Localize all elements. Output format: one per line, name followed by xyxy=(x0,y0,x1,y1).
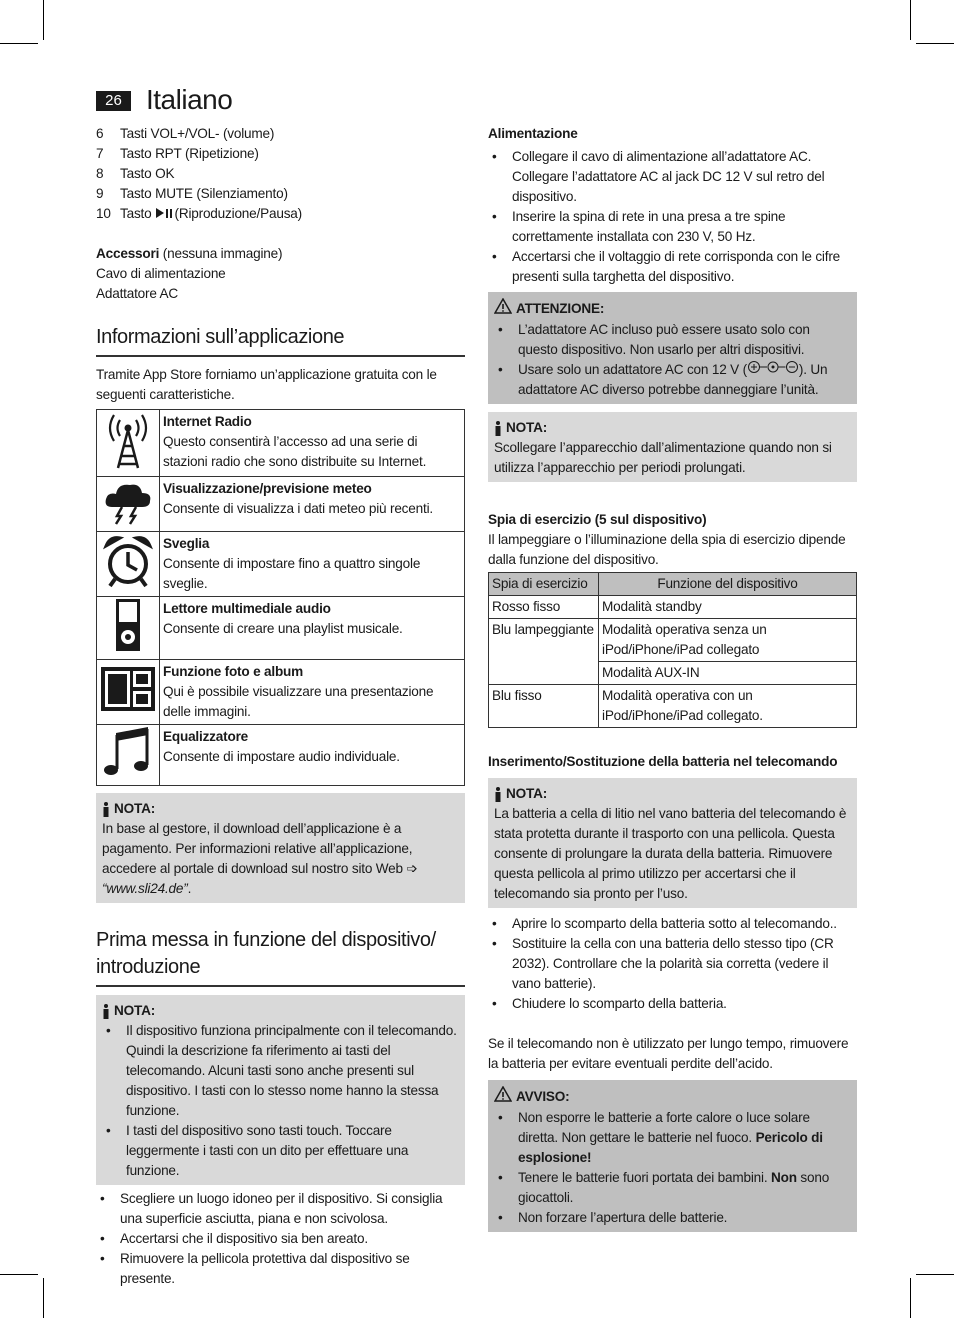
list-item: 7 Tasto RPT (Ripetizione) xyxy=(96,146,259,161)
photo-album-icon xyxy=(97,660,160,725)
info-icon xyxy=(494,787,502,802)
page-title: Italiano xyxy=(146,84,233,115)
list-item: • Inserire la spina di rete in una presa a tre spine correttamente installata con 230 V, 50 Hz. xyxy=(488,207,857,247)
crop-mark xyxy=(910,0,911,40)
list-item: • Accertarsi che il voltaggio di rete corrisponda con le cifre presenti sulla targhetta del dispositivo. xyxy=(488,247,857,287)
crop-mark xyxy=(43,1278,44,1318)
setup-list xyxy=(96,1189,465,1289)
table-row: Visualizzazione/previsione meteo Consente di visualizza i dati meteo più recenti. xyxy=(97,477,465,532)
arrow-icon: ➩ xyxy=(406,861,418,876)
app-features-table xyxy=(96,409,465,786)
list-item: • Tenere le batterie fuori portata dei bambini. Non sono giocattoli. xyxy=(494,1168,851,1208)
list-item: • Rimuovere la pellicola protettiva dal dispositivo se presente. xyxy=(96,1249,465,1289)
table-row: Internet Radio Questo consentirà l’accesso ad una serie di stazioni radio che sono distribuite su Internet. xyxy=(97,410,465,477)
subheading: Inserimento/Sostituzione della batteria nel telecomando xyxy=(488,754,838,770)
list-item: • Sostituire la cella con una batteria dello stesso tipo (CR 2032). Controllare che la polarità sia corretta (vedere il vano batterie). xyxy=(488,934,857,994)
table-cell: Blu lampeggiante xyxy=(489,619,599,685)
list-item: • Non forzare l’apertura delle batterie. xyxy=(494,1208,851,1228)
crop-mark xyxy=(916,1274,954,1275)
led-intro: Il lampeggiare o l’illuminazione della spia di esercizio dipende dalla funzione del dispositivo. xyxy=(488,532,846,568)
list-item: • Accertarsi che il dispositivo sia ben areato. xyxy=(96,1229,465,1249)
battery-note-box: NOTA: La batteria a cella di litio nel vano batteria del telecomando è stata protetta durante il trasporto con una pellicola. Questa consente di prolungare la durata della batteria. Rimuovere questa pellicola al primo utilizzo per accertarsi che il telecomando sia pronto per l’uso. xyxy=(488,778,857,908)
crop-mark xyxy=(910,1278,911,1318)
table-cell: Rosso fisso xyxy=(489,596,599,619)
accessories-line: Accessori (nessuna immagine) xyxy=(96,246,283,261)
crop-mark xyxy=(916,43,954,44)
list-item: • Non esporre le batterie a forte calore o luce solare diretta. Non gettare le batterie nel fuoco. Pericolo di esplosione! xyxy=(494,1108,851,1168)
table-row xyxy=(489,573,857,596)
left-column xyxy=(96,124,465,1289)
table-cell: Modalità operativa con un iPod/iPhone/iPad collegato. xyxy=(599,685,857,728)
numbered-list xyxy=(96,124,465,224)
table-row xyxy=(489,619,857,662)
led-table xyxy=(488,572,857,728)
right-column xyxy=(488,124,857,1232)
list-item: • Aprire lo scomparto della batteria sotto al telecomando.. xyxy=(488,914,857,934)
column-header: Spia di esercizio xyxy=(489,573,599,596)
alarm-clock-icon xyxy=(97,532,160,597)
crop-mark xyxy=(0,1274,38,1275)
website-link[interactable]: “www.sli24.de” xyxy=(102,881,188,896)
power-list xyxy=(488,147,857,287)
warning-icon xyxy=(494,1086,512,1108)
list-item: 10 Tasto (Riproduzione/Pausa) xyxy=(96,206,302,221)
list-item: 8 Tasto OK xyxy=(96,166,175,181)
section-heading: Prima messa in funzione del dispositivo/ introduzione xyxy=(96,927,465,987)
list-item: 9 Tasto MUTE (Silenziamento) xyxy=(96,186,288,201)
list-item: • Collegare il cavo di alimentazione all’adattatore AC. Collegare l’adattatore AC al jack DC 12 V sul retro del dispositivo. xyxy=(488,147,857,207)
polarity-icon xyxy=(747,360,799,380)
subheading: Spia di esercizio (5 sul dispositivo) xyxy=(488,512,707,528)
subheading: Alimentazione xyxy=(488,126,578,141)
music-note-icon xyxy=(97,725,160,786)
table-cell: Modalità standby xyxy=(599,596,857,619)
list-item: • I tasti del dispositivo sono tasti touch. Toccare leggermente i tasti con un dito per effettuare una funzione. xyxy=(102,1121,459,1181)
table-cell: Blu fisso xyxy=(489,685,599,728)
warning-icon xyxy=(494,298,512,320)
list-item: • L’adattatore AC incluso può essere usato solo con questo dispositivo. Non usarlo per altri dispositivi. xyxy=(494,320,851,360)
section-heading: Informazioni sull’applicazione xyxy=(96,324,465,357)
table-row: Funzione foto e album Qui è possibile visualizzare una presentazione delle immagini. xyxy=(97,660,465,725)
radio-tower-icon xyxy=(97,410,160,477)
app-note-box: NOTA: In base al gestore, il download dell’applicazione è a pagamento. Per informazioni relative all’applicazione, accedere al portale di download sul nostro sito Web ➩ “www.sli24.de”. xyxy=(96,793,465,903)
setup-note-box: NOTA: • Il dispositivo funziona principalmente con il telecomando. Quindi la descrizione fa riferimento ai tasti del telecomando. Alcuni tasti sono anche presenti sul dispositivo. I tasti con lo stesso nome hanno la stessa funzione. • I tasti del dispositivo sono tasti touch. Toccare leggermente i tasti con un dito per effettuare una funzione. xyxy=(96,995,465,1185)
battery-list xyxy=(488,914,857,1014)
list-item: • Il dispositivo funziona principalmente con il telecomando. Quindi la descrizione fa riferimento ai tasti del telecomando. Alcuni tasti sono anche presenti sul dispositivo. I tasti con lo stesso nome hanno la stessa funzione. xyxy=(102,1021,459,1121)
crop-mark xyxy=(0,43,38,44)
battery-paragraph: Se il telecomando non è utilizzato per lungo tempo, rimuovere la batteria per evitare eventuali perdite dell’acido. xyxy=(488,1036,849,1072)
info-icon xyxy=(494,421,502,436)
column-header: Funzione del dispositivo xyxy=(599,573,857,596)
battery-warning-box: AVVISO: • Non esporre le batterie a forte calore o luce solare diretta. Non gettare le batterie nel fuoco. Pericolo di esplosione! • Tenere le batterie fuori portata dei bambini. Non sono giocattoli. • Non forzare l’apertura delle batterie. xyxy=(488,1080,857,1232)
list-item: • Usare solo un adattatore AC con 12 V ( ). Un adattatore AC diverso potrebbe danneggiare l’unità. xyxy=(494,360,851,400)
play-icon xyxy=(156,208,164,218)
table-row: Sveglia Consente di impostare fino a quattro singole sveglie. xyxy=(97,532,465,597)
info-icon xyxy=(102,802,110,817)
table-row xyxy=(489,685,857,728)
app-intro: Tramite App Store forniamo un’applicazione gratuita con le seguenti caratteristiche. xyxy=(96,367,437,402)
pause-icon xyxy=(166,209,172,218)
media-player-icon xyxy=(97,597,160,660)
table-cell: Modalità operativa senza un iPod/iPhone/iPad collegato xyxy=(599,619,857,662)
note-text: La batteria a cella di litio nel vano batteria del telecomando è stata protetta durante il trasporto con una pellicola. Questa consente di prolungare la durata della batteria. Rimuovere questa pellicola al primo utilizzo per accertarsi che il telecomando sia pronto per l’uso. xyxy=(494,806,847,902)
accessory-item: Cavo di alimentazione xyxy=(96,266,226,281)
page-number: 26 xyxy=(96,91,131,111)
list-item: • Chiudere lo scomparto della batteria. xyxy=(488,994,857,1014)
list-item: 6 Tasti VOL+/VOL- (volume) xyxy=(96,126,275,141)
list-item: • Scegliere un luogo idoneo per il dispositivo. Si consiglia una superficie asciutta, piana e non scivolosa. xyxy=(96,1189,465,1229)
accessory-item: Adattatore AC xyxy=(96,286,179,301)
note-text: In base al gestore, il download dell’applicazione è a pagamento. Per informazioni relative all’applicazione, accedere al portale di download sul nostro sito Web ➩ “www.sli24.de”. xyxy=(102,821,418,896)
info-icon xyxy=(102,1004,110,1019)
crop-mark xyxy=(43,0,44,40)
note-text: Scollegare l’apparecchio dall’alimentazione quando non si utilizza l’apparecchio per periodi prolungati. xyxy=(494,440,832,476)
table-row: Lettore multimediale audio Consente di creare una playlist musicale. xyxy=(97,597,465,660)
table-row xyxy=(489,596,857,619)
power-note-box: NOTA: Scollegare l’apparecchio dall’alimentazione quando non si utilizza l’apparecchio per periodi prolungati. xyxy=(488,412,857,482)
weather-storm-icon xyxy=(97,477,160,532)
warning-box: ATTENZIONE: • L’adattatore AC incluso può essere usato solo con questo dispositivo. Non usarlo per altri dispositivi. • Usare solo un adattatore AC con 12 V ( ). Un adattatore AC diverso potrebbe danneggiare l’unità. xyxy=(488,292,857,404)
table-cell: Modalità AUX-IN xyxy=(599,662,857,685)
table-row: Equalizzatore Consente di impostare audio individuale. xyxy=(97,725,465,786)
